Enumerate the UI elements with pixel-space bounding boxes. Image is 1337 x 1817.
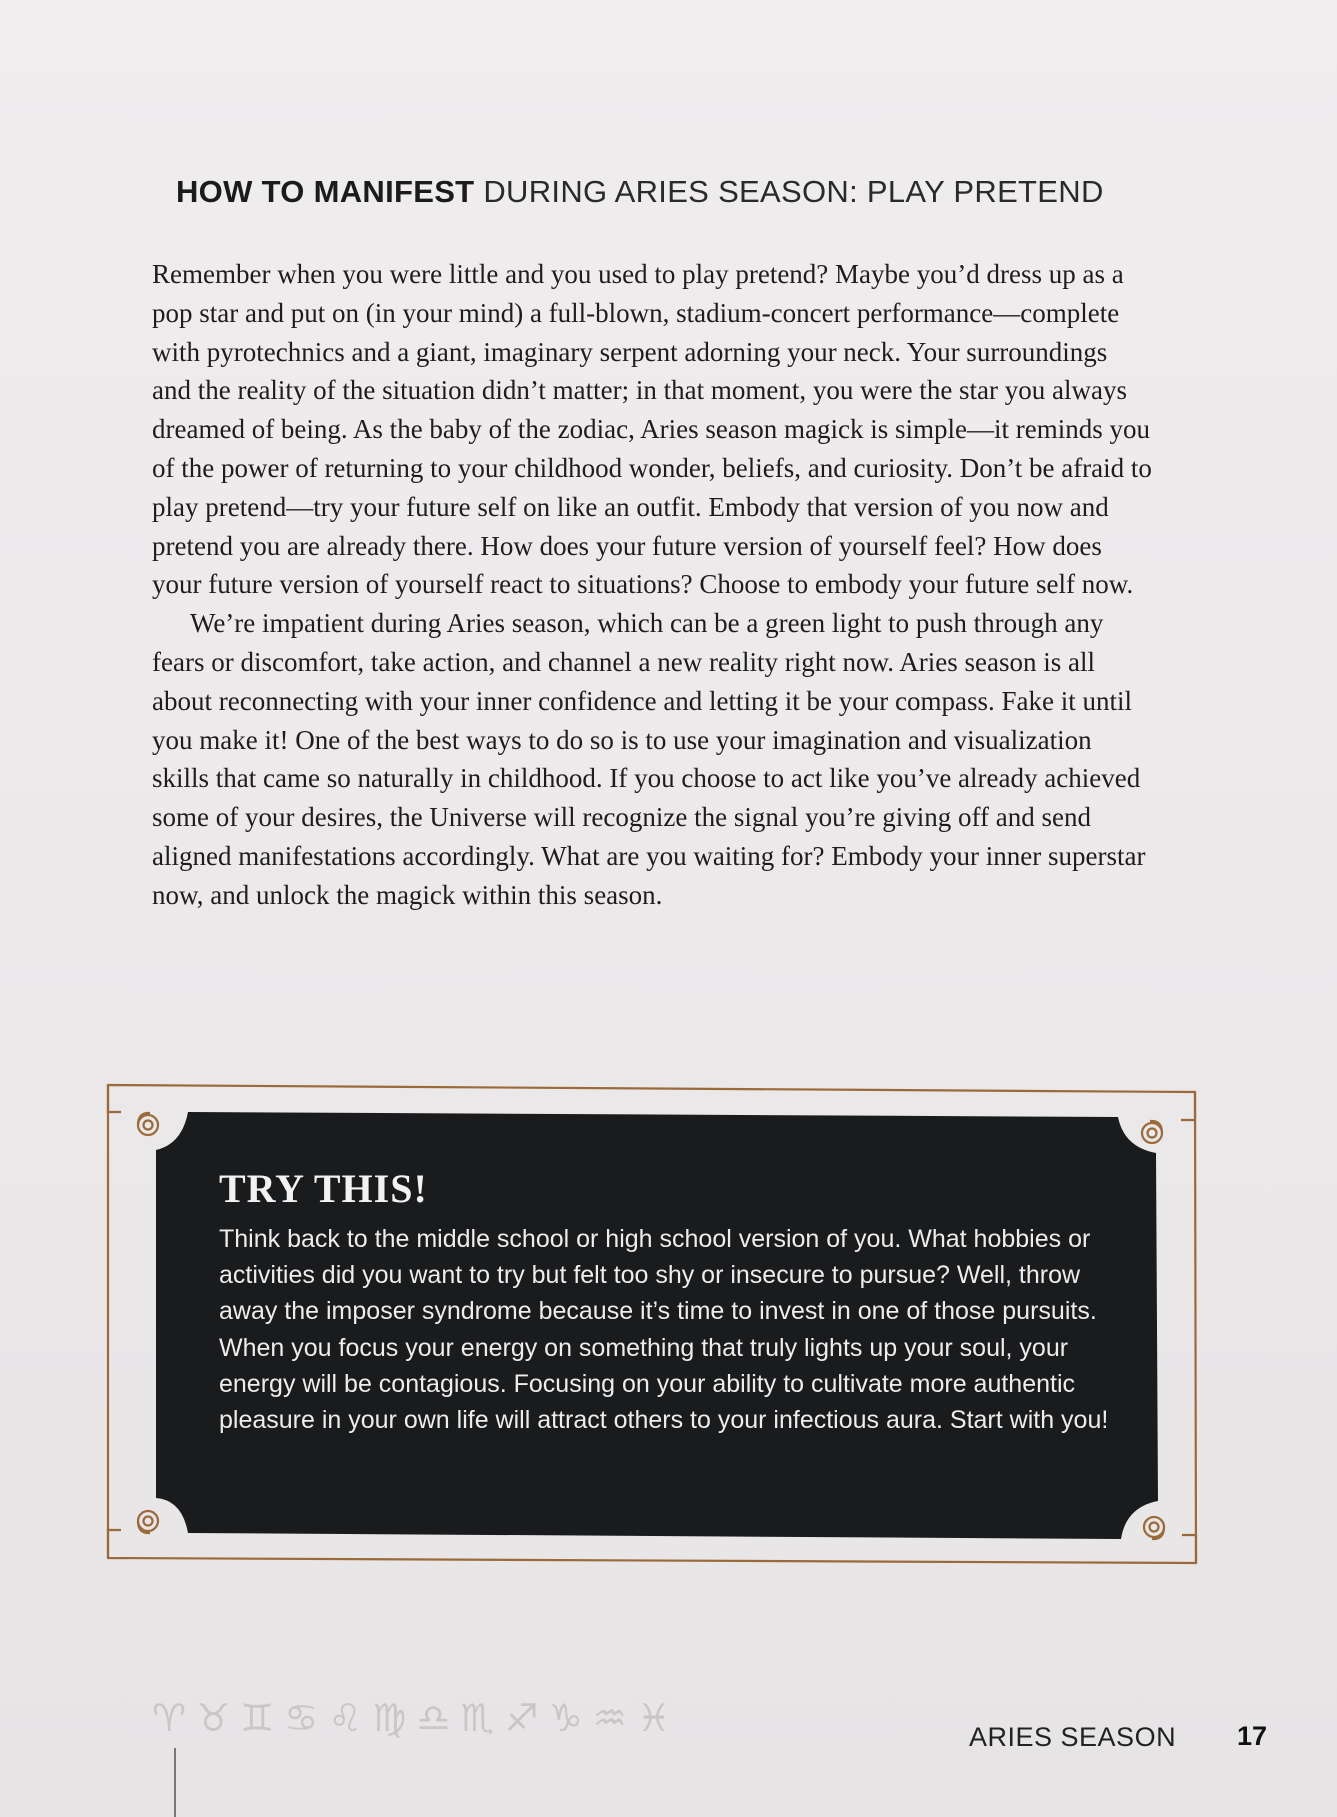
body-paragraph-2: We’re impatient during Aries season, which can be a green light to push through any fears or discomfort, take action, and channel a new reality right now. Aries season is all about reconnecting with your inner confidence and letting it be your compass. Fake it until you make it! One of the best ways to do so is to use your imagination and visualization skills that came so naturally in childhood. If you choose to act like you’ve already achieved some of your desires, the Universe will recognize the signal you’re giving off and send aligned manifestations accordingly. What are you waiting for? Embody your inner superstar now, and unlock the magick within this season. <box>152 608 1146 910</box>
try-this-content <box>219 1165 1119 1438</box>
heading-light: DURING ARIES SEASON: PLAY PRETEND <box>483 174 1104 209</box>
body-paragraph-1: Remember when you were little and you used to play pretend? Maybe you’d dress up as a pop star and put on (in your mind) a full-blown, stadium-concert performance—complete with pyrotechnics and a giant, imaginary serpent adorning your neck. Your surroundings and the reality of the situation didn’t matter; in that moment, you were the star you always dreamed of being. As the baby of the zodiac, Aries season magick is simple—it reminds you of the power of returning to your childhood wonder, beliefs, and curiosity. Don’t be afraid to play pretend—try your future self on like an outfit. Embody that version of you now and pretend you are already there. How does your future version of yourself feel? How does your future version of yourself react to situations? Choose to embody your future self now. <box>152 259 1152 600</box>
running-footer-label: ARIES SEASON <box>969 1722 1177 1752</box>
spiral-icon-top-left <box>138 1113 158 1135</box>
zodiac-glyphs-icon: ♈♉♊♋♌♍♎♏♐♑♒♓ <box>152 1696 681 1740</box>
page-number: 17 <box>1237 1721 1268 1751</box>
spiral-icon-bottom-left <box>138 1511 158 1533</box>
heading-bold: HOW TO MANIFEST <box>176 174 475 209</box>
try-this-title: TRY THIS! <box>219 1166 428 1211</box>
spiral-icon-bottom-right <box>1144 1517 1164 1539</box>
try-this-text: Think back to the middle school or high school version of you. What hobbies or activities did you want to try but felt too shy or insecure to pursue? Well, throw away the imposer syndrome because it’s time to invest in one of those pursuits. When you focus your energy on something that truly lights up your soul, your energy will be contagious. Focusing on your ability to cultivate more authentic pleasure in your own life will attract others to your infectious aura. Start with you! <box>219 1225 1109 1435</box>
footer-divider <box>174 1748 176 1817</box>
spiral-icon-top-right <box>1142 1121 1162 1143</box>
